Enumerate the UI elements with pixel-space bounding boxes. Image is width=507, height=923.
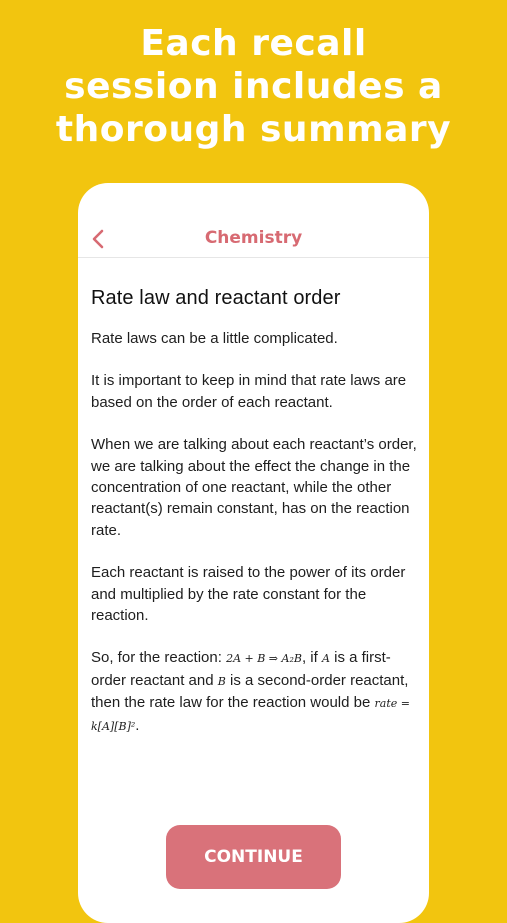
paragraph-5-text-d: is a second-order reactant, then the rate law for the reaction would be	[91, 671, 409, 712]
paragraph-4: Each reactant is raised to the power of its order and multiplied by the rate constant for the reaction.	[91, 564, 406, 625]
variable-b: B	[217, 674, 226, 688]
paragraph-5-text-c: is a first-order reactant and	[91, 649, 391, 689]
paragraph-3: When we are talking about each reactant’s order, we are talking about the effect the change in the concentration of one reactant, while the other reactant(s) remain constant, has on the reaction rate.	[91, 436, 417, 539]
headline-line-1: Each recall	[140, 23, 367, 64]
paragraph-5-text-e: .	[135, 716, 140, 734]
lesson-content	[91, 284, 419, 758]
paragraph-5	[91, 647, 419, 737]
headline	[0, 22, 507, 151]
headline-line-2: session includes a	[64, 66, 443, 107]
headline-line-3: thorough summary	[55, 109, 452, 150]
rate-law-equation: rate = k[A][B]²	[91, 697, 410, 733]
paragraph-1: Rate laws can be a little complicated.	[91, 330, 338, 347]
continue-button[interactable]: CONTINUE	[166, 825, 341, 889]
phone-screen	[78, 183, 429, 923]
app-bar-title: Chemistry	[204, 228, 303, 248]
paragraph-2: It is important to keep in mind that rate laws are based on the order of each reactant.	[91, 372, 407, 411]
reaction-equation: 2A + B ⇒ A₂B	[226, 652, 302, 666]
paragraph-5-text-a: So, for the reaction:	[91, 649, 227, 667]
variable-a: A	[321, 652, 330, 666]
paragraph-5-text-b: , if	[301, 649, 322, 667]
app-bar	[78, 183, 429, 258]
lesson-title: Rate law and reactant order	[91, 287, 341, 309]
